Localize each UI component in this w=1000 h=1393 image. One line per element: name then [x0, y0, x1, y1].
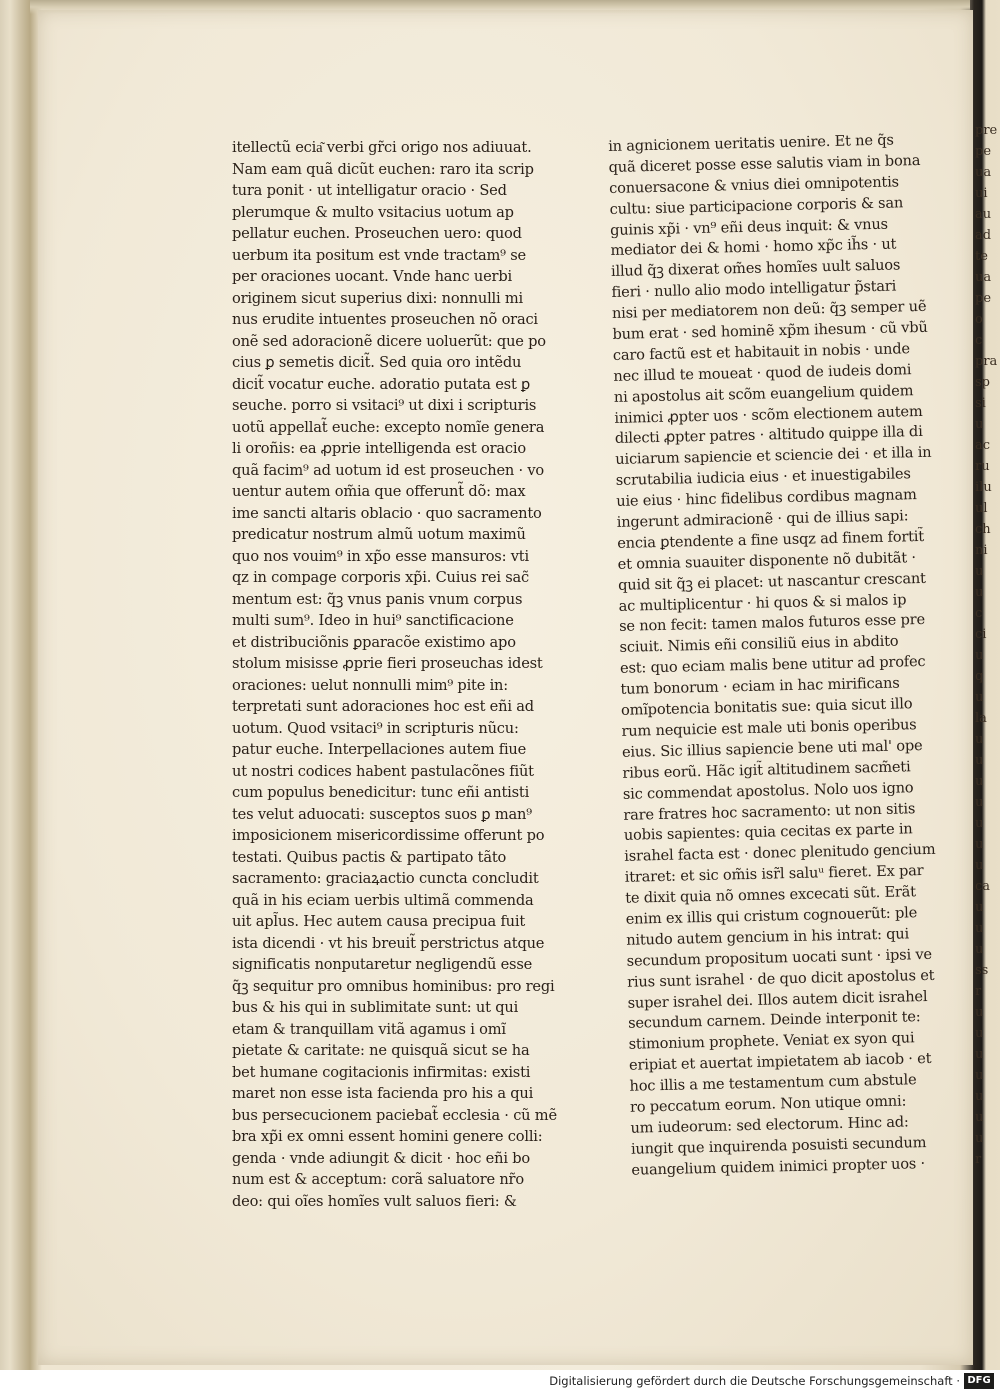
facing-page-line: r — [975, 1152, 982, 1167]
facing-page-line: ui — [975, 186, 988, 201]
text-line: uie eius · hinc fidelibus cordibus magnam — [616, 486, 917, 511]
facing-page-line: u — [975, 900, 984, 915]
facing-page-line: ad — [975, 228, 992, 243]
text-line: in agnicionem ueritatis uenire. Et ne q̃s — [608, 131, 894, 155]
text-line: li oroñis: ea ꝓprie intelligenda est oracio — [232, 440, 526, 457]
facing-page-line: u — [975, 690, 984, 705]
facing-page-line: te — [975, 249, 988, 264]
facing-page-line: u — [975, 1005, 984, 1020]
text-line: tum bonorum · eciam in hac mirificans — [620, 674, 900, 699]
text-line: rum nequicie est male uti bonis operibus — [621, 716, 917, 740]
facing-page-line: u — [975, 795, 984, 810]
text-line: genda · vnde adiungit & dicit · hoc eñi bo — [232, 1149, 530, 1167]
text-line: dilecti ꝓpter patres · altitudo quippe illa di — [614, 423, 923, 448]
facing-page-line: ua — [975, 270, 992, 285]
text-line: nitudo autem gencium in his intrat: qui — [626, 925, 910, 949]
facing-page-line: u — [975, 921, 984, 936]
facing-page-line: ss — [975, 963, 989, 978]
facing-page-line: ua — [975, 165, 992, 180]
text-line: mediator dei & homi · homo xp̃c ih̃s · ut — [610, 235, 897, 260]
text-line: deo: qui oĩes homĩes vult saluos fieri: & — [232, 1192, 517, 1210]
text-line: tes velut aduocati: susceptos suos ꝑ man⁹ — [232, 805, 532, 823]
text-line: quã in his eciam uerbis ultimã commenda — [232, 891, 534, 909]
facing-page-line: c — [975, 333, 983, 348]
facing-page-line: au — [975, 207, 992, 222]
text-line: est: quo eciam malis bene utitur ad profec — [619, 653, 926, 678]
text-line: fieri · nullo alio modo intelligatur p̃stari — [611, 277, 897, 302]
text-line: Nam eam quã dicũt euchen: raro ita scrip — [232, 160, 534, 178]
text-line: quo nos vouim⁹ in xp̃o esse mansuros: vti — [232, 547, 529, 565]
text-line: uentur autem om̃ia que offerunt̃ dõ: max — [232, 483, 526, 500]
text-line: bus persecucionem paciebat̃ ecclesia · cũ mẽ — [232, 1106, 557, 1124]
text-line: patur euche. Interpellaciones autem fiue — [232, 741, 527, 758]
facing-page-line: la — [975, 711, 987, 726]
text-line: sciuit. Nimis eñi consiliũ eius in abdito — [619, 632, 899, 657]
facing-page-line: ul — [975, 501, 988, 516]
text-line: uiciarum sapiencie et sciencie dei · et illa in — [615, 444, 932, 469]
text-line: inimici ꝓpter uos · scõm electionem autem — [614, 402, 923, 427]
text-line: num est & acceptum: corã saluatore nr̃o — [232, 1171, 524, 1188]
facing-page-line: ci — [975, 627, 987, 642]
text-line: ime sancti altaris oblacio · quo sacramento — [232, 504, 542, 522]
text-line: ingerunt admiracionẽ · qui de illius sapi: — [616, 507, 909, 531]
text-line: eripiat et auertat impietatem ab iacob · et — [628, 1050, 932, 1074]
text-line: itraret: et sic om̃is isr̃l saluᵘ fieret. Ex par — [624, 862, 924, 886]
text-line: bra xp̃i ex omni essent homini genere colli: — [232, 1128, 543, 1145]
text-line: se non fecit: tamen malos futuros esse pre — [618, 611, 926, 636]
text-line: hoc illis a me testamentum cum abstule — [629, 1071, 917, 1095]
text-line: uotũ appellat̃ euche: excepto nomĩe genera — [232, 418, 545, 436]
text-line: uobis sapientes: quia cecitas ex parte in — [623, 820, 913, 845]
text-line: ribus eorũ. Hãc igit̃ altitudinem sacm̃eti — [622, 758, 911, 782]
text-line: sacramento: graciaꝝactio cuncta concludit — [232, 870, 539, 887]
facing-page-line: c — [975, 606, 983, 621]
text-line: uit apl̃us. Hec autem causa precipua fuit — [232, 913, 526, 930]
text-line: illud q̃ꝫ dixerat om̃es homĩes uult saluos — [610, 256, 901, 281]
facing-page-line: u — [975, 837, 984, 852]
text-line: predicatur nostrum almũ uotum maximũ — [232, 526, 526, 543]
facing-page-line: o — [975, 312, 983, 327]
text-line: scrutabilia iudicia eius · et inuestigabiles — [615, 465, 911, 490]
facing-page-line: ca — [975, 879, 991, 894]
text-line: quid sit q̃ꝫ ei placet: ut nascantur crescant — [617, 569, 926, 594]
text-line: conuersacone & vnius diei omnipotentis — [608, 173, 900, 197]
text-line: plerumque & multo vsitacius uotum ap — [232, 203, 514, 221]
text-line: ut nostri codices habent pastulacõnes fiũt — [232, 762, 534, 780]
facing-page-line: sp — [975, 375, 990, 390]
text-line: cultu: siue participacione corporis & san — [609, 193, 904, 218]
text-line: originem sicut superius dixi: nonnulli mi — [232, 289, 524, 307]
text-line: ista dicendi · vt his breuit̃ perstrictus atque — [232, 934, 545, 952]
text-line: quã diceret posse esse salutis viam in bona — [608, 151, 921, 176]
text-line: eius. Sic illius sapiencie bene uti mal' ope — [621, 736, 923, 761]
facing-page-line: si — [975, 396, 986, 411]
text-line: q̃ꝫ sequitur pro omnibus hominibus: pro regi — [232, 977, 555, 995]
text-line: tura ponit · ut intelligatur oracio · Sed — [232, 182, 507, 199]
text-line: stimonium prophete. Veniat ex syon qui — [628, 1029, 915, 1054]
text-line: bet humane cogitacionis infirmitas: existi — [232, 1063, 531, 1081]
text-line: secundum carnem. Deinde interponit te: — [627, 1008, 921, 1033]
text-line: etam & tranquillam vitã agamus i omĩ — [232, 1020, 506, 1038]
text-line: ro peccatum eorum. Non utique omni: — [629, 1092, 907, 1116]
text-line: sic commendat apostolus. Nolo uos igno — [622, 778, 914, 803]
text-line: caro factũ est et habitauit in nobis · unde — [612, 340, 911, 364]
text-line: enim ex illis qui cristum cognouerũt: ple — [625, 904, 918, 928]
facing-page-line: u — [975, 1110, 984, 1125]
facing-page-line: q — [975, 669, 984, 684]
text-line: israhel facta est · donec plenitudo gencium — [624, 841, 936, 866]
facing-page-line: u — [975, 585, 984, 600]
text-line: stolum misisse ꝓprie fieri proseuchas idest — [232, 655, 543, 672]
text-line: seuche. porro si vsitaci⁹ ut dixi i scripturis — [232, 397, 537, 414]
footer-bar — [0, 1370, 1000, 1393]
facing-page-line: ilu — [975, 480, 992, 495]
text-line: nus erudite intuentes proseuchen nõ oraci — [232, 311, 538, 328]
facing-page-line: u — [975, 942, 984, 957]
text-line: secundum propositum uocati sunt · ipsi ve — [626, 945, 933, 970]
facing-page-line: u — [975, 1047, 984, 1062]
facing-page-line: ch — [975, 522, 991, 537]
text-line: testati. Quibus pactis & partipato tãto — [232, 848, 507, 866]
text-line: iungit que inquirenda posuisti secundum — [630, 1133, 927, 1158]
facing-page-line: pra — [975, 354, 998, 369]
text-line: cum populus benedicitur: tunc eñi antisti — [232, 784, 530, 801]
text-line: nisi per mediatorem non deũ: q̃ꝫ semper uẽ — [611, 297, 927, 323]
text-line: significatis nonputaretur negligendũ esse — [232, 956, 533, 973]
facing-page-line: u — [975, 774, 984, 789]
text-line: um iudeorum: sed electorum. Hinc ad: — [630, 1113, 909, 1137]
facing-page-line: u — [975, 564, 984, 579]
text-line: imposicionem misericordissime offerunt po — [232, 827, 545, 844]
facing-page-line: u — [975, 1131, 984, 1146]
text-line: qz in compage corporis xp̃i. Cuius rei sac̃ — [232, 569, 530, 586]
facing-page-line: u — [975, 732, 984, 747]
text-line: nec illud te moueat · quod de iudeis domi — [613, 360, 912, 385]
funding-credit: Digitalisierung gefördert durch die Deutsche Forschungsgemeinschaft · — [549, 1374, 960, 1388]
text-line: bus & his qui in sublimitate sunt: ut qui — [232, 999, 519, 1016]
facing-page-line: u — [975, 648, 984, 663]
text-line: dicit̃ vocatur euche. adoratio putata est ꝑ — [232, 375, 531, 393]
text-line: rare fratres hoc sacramento: ut non sitis — [623, 799, 916, 824]
text-line: ni apostolus ait scõm euangelium quidem — [613, 381, 914, 406]
facing-page-line: pe — [975, 144, 992, 159]
text-line: rius sunt israhel · de quo dicit apostolus et — [626, 966, 935, 991]
facing-page-line: u — [975, 417, 984, 432]
text-line: bum erat · sed hominẽ xp̃m ihesum · cũ vbũ — [612, 318, 928, 343]
facing-page-line: pre — [975, 123, 998, 138]
facing-page-line: r — [975, 984, 982, 999]
text-line: uotum. Quod vsitaci⁹ in scripturis nũcu: — [232, 719, 519, 737]
text-line: guinis xp̃i · vn⁹ eñi deus inquit: & vnus — [609, 215, 889, 239]
text-line: et distribuciõnis ꝑparacõe existimo apo — [232, 633, 516, 651]
text-line: encia ꝑtendente a fine usqz ad finem fortit̃ — [617, 527, 925, 552]
text-line: per oraciones uocant. Vnde hanc uerbi — [232, 268, 512, 285]
text-line: euangelium quidem inimici propter uos · — [631, 1154, 926, 1179]
facing-page-fragment — [975, 120, 1000, 1220]
text-line: pietate & caritate: ne quisquã sicut se ha — [232, 1042, 530, 1059]
text-line: pellatur euchen. Proseuchen uero: quod — [232, 225, 522, 242]
text-line: itellectũ ecia͂ verbi gr̃ci origo nos adiuuat. — [232, 139, 532, 156]
dfg-logo: DFG — [964, 1373, 994, 1389]
facing-page-line: u — [975, 1089, 984, 1104]
facing-page-line: ru — [975, 459, 990, 474]
facing-page-line: pe — [975, 291, 992, 306]
facing-page-line: u — [975, 816, 984, 831]
facing-page-line: u — [975, 1026, 984, 1041]
text-line: multi sum⁹. Ideo in hui⁹ sanctificacione — [232, 612, 514, 629]
facing-page-line: u — [975, 1068, 984, 1083]
facing-page-line: ac — [975, 438, 991, 453]
left-text-column — [232, 137, 562, 1212]
text-line: omĩpotencia bonitatis sue: quia sicut illo — [620, 695, 913, 719]
text-line: cius ꝑ semetis dicit̃. Sed quia oro intẽdu — [232, 354, 522, 371]
text-line: et omnia suauiter disponente nõ dubitãt · — [617, 548, 917, 573]
text-line: te dixit quia nõ omnes excecati sũt. Erãt — [625, 883, 917, 907]
facing-page-line: ni — [975, 543, 988, 558]
text-line: maret non esse ista facienda pro his a qui — [232, 1085, 534, 1102]
facing-page-line: u — [975, 753, 984, 768]
text-line: onẽ sed adoracionẽ dicere uoluerũt: que po — [232, 332, 546, 350]
text-line: ac multiplicentur · hi quos & si malos ip — [618, 590, 907, 615]
text-line: terpretati sunt adoraciones hoc est eñi ad — [232, 698, 534, 715]
text-line: oraciones: uelut nonnulli mim⁹ pite in: — [232, 676, 508, 694]
text-line: quã facim⁹ ad uotum id est proseuchen · vo — [232, 461, 545, 479]
facing-page-line: u — [975, 858, 984, 873]
right-text-column — [608, 130, 962, 1182]
page-top-edge — [30, 0, 970, 14]
text-line: uerbum ita positum est vnde tractam⁹ se — [232, 246, 526, 264]
text-line: super israhel dei. Illos autem dicit israhel — [627, 987, 928, 1012]
text-line: mentum est: q̃ꝫ vnus panis vnum corpus — [232, 590, 523, 608]
